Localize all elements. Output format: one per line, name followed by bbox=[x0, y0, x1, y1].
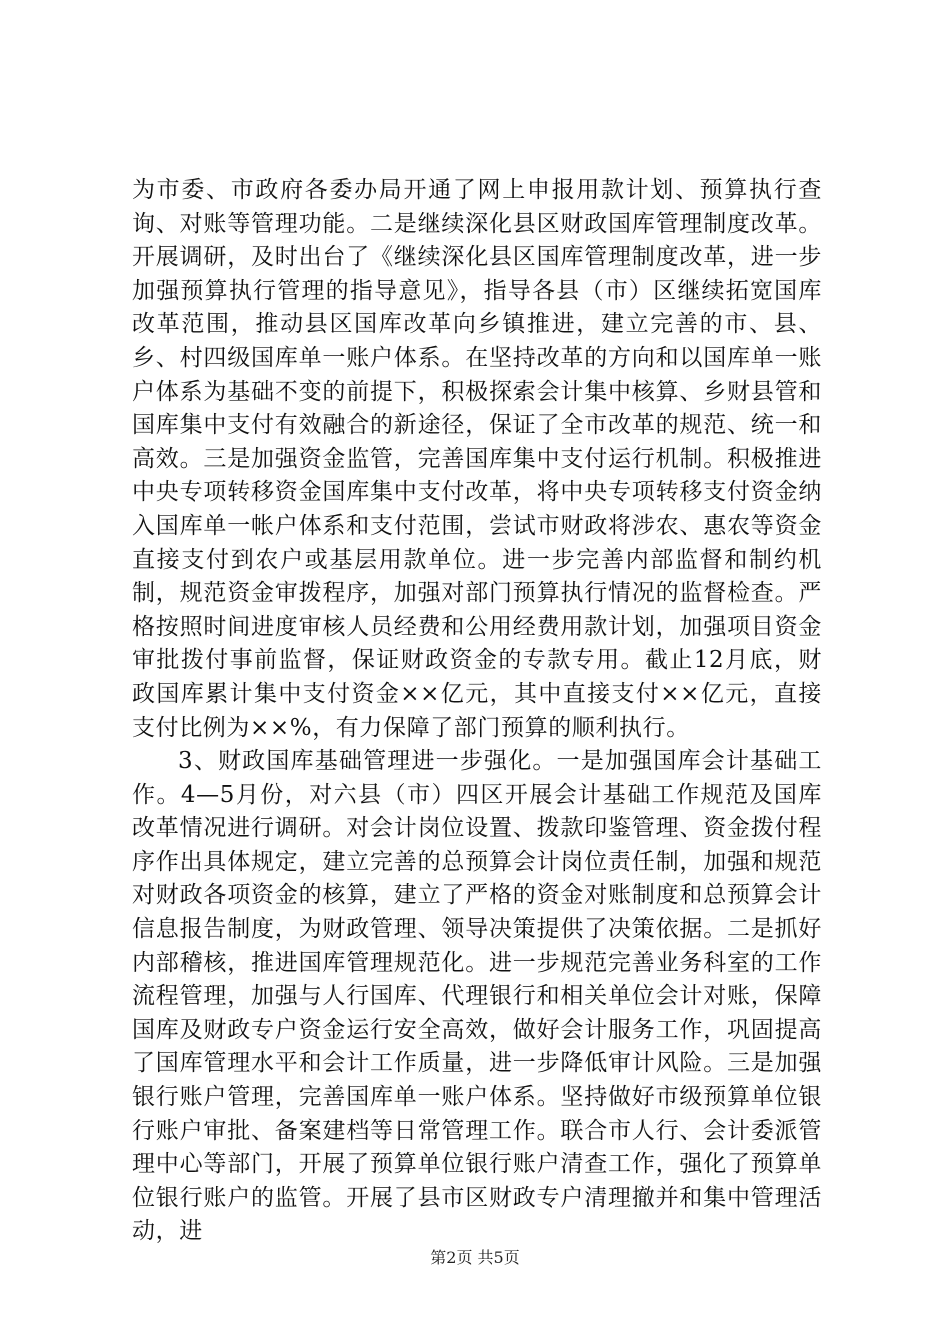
document-body bbox=[132, 174, 822, 1249]
page-footer: 第2页 共5页 bbox=[430, 1248, 520, 1267]
paragraph-1: 为市委、市政府各委办局开通了网上申报用款计划、预算执行查询、对账等管理功能。二是继续深化县区财政国库管理制度改革。开展调研，及时出台了《继续深化县区国库管理制度改革，进一步加强预算执行管理的指导意见》，指导各县（市）区继续拓宽国库改革范围，推动县区国库改革向乡镇推进，建立完善的市、县、乡、村四级国库单一账户体系。在坚持改革的方向和以国库单一账户体系为基础不变的前提下，积极探索会计集中核算、乡财县管和国库集中支付有效融合的新途径，保证了全市改革的规范、统一和高效。三是加强资金监管，完善国库集中支付运行机制。积极推进中央专项转移资金国库集中支付改革，将中央专项转移支付资金纳入国库单一帐户体系和支付范围，尝试市财政将涉农、惠农等资金直接支付到农户或基层用款单位。进一步完善内部监督和制约机制，规范资金审拨程序，加强对部门预算执行情况的监督检查。严格按照时间进度审核人员经费和公用经费用款计划，加强项目资金审批拨付事前监督，保证财政资金的专款专用。截止12月底，财政国库累计集中支付资金××亿元，其中直接支付××亿元，直接支付比例为××%，有力保障了部门预算的顺利执行。 bbox=[132, 177, 822, 741]
paragraph-2: 3、财政国库基础管理进一步强化。一是加强国库会计基础工作。4—5月份，对六县（市）四区开展会计基础工作规范及国库改革情况进行调研。对会计岗位设置、拨款印鉴管理、资金拨付程序作出具体规定，建立完善的总预算会计岗位责任制，加强和规范对财政各项资金的核算，建立了严格的资金对账制度和总预算会计信息报告制度，为财政管理、领导决策提供了决策依据。二是抓好内部稽核，推进国库管理规范化。进一步规范完善业务科室的工作流程管理，加强与人行国库、代理银行和相关单位会计对账，保障国库及财政专户资金运行安全高效，做好会计服务工作，巩固提高了国库管理水平和会计工作质量，进一步降低审计风险。三是加强银行账户管理，完善国库单一账户体系。坚持做好市级预算单位银行账户审批、备案建档等日常管理工作。联合市人行、会计委派管理中心等部门，开展了预算单位银行账户清查工作，强化了预算单位银行账户的监管。开展了县市区财政专户清理撤并和集中管理活动，进 bbox=[132, 748, 822, 1245]
